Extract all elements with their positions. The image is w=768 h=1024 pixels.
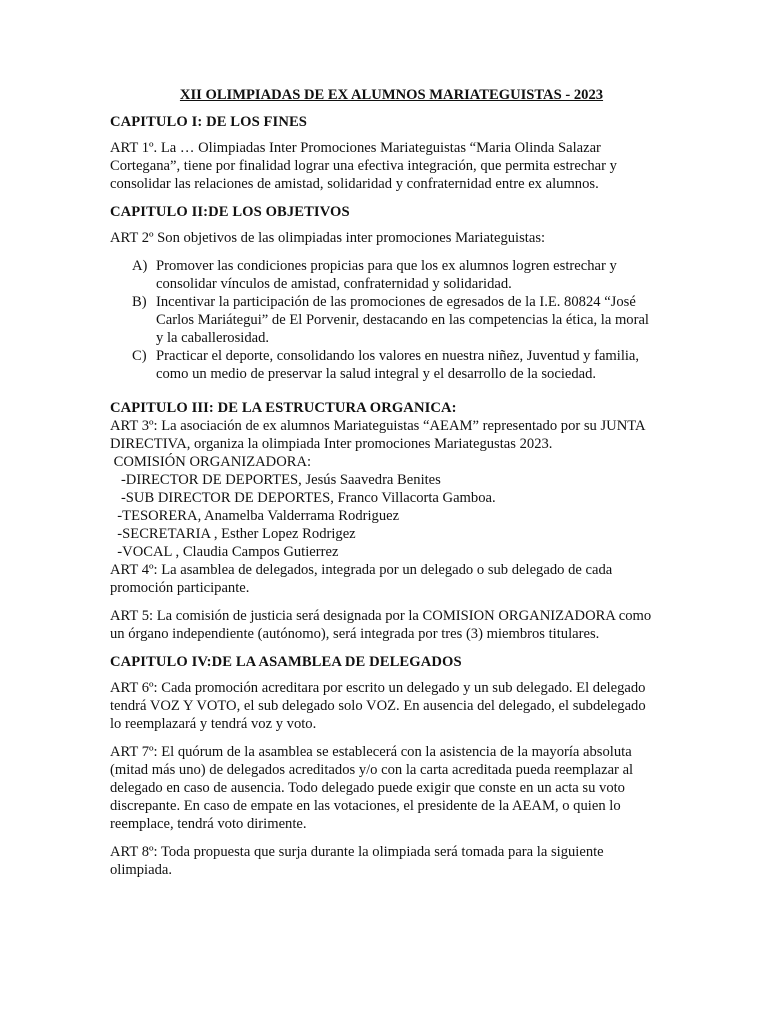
chapter-1 bbox=[110, 113, 655, 193]
commission-heading: COMISIÓN ORGANIZADORA: bbox=[110, 454, 312, 470]
commission-member: -SECRETARIA , Esther Lopez Rodrigez bbox=[110, 526, 356, 542]
commission-member: -VOCAL , Claudia Campos Gutierrez bbox=[110, 544, 339, 560]
list-item bbox=[110, 293, 655, 347]
article-2: ART 2º Son objetivos de las olimpiadas inter promociones Mariateguistas: bbox=[110, 230, 546, 246]
chapter-4 bbox=[110, 653, 655, 879]
article-7: ART 7º: El quórum de la asamblea se establecerá con la asistencia de la mayoría absoluta (mitad más uno) de delegados acreditados y/o con la carta acreditada pueda reemplazar al delegado en caso de ausencia. Todo delegado puede exigir que conste en un acta su voto discrepante. En caso de empate en las votaciones, el presidente de la AEAM, o quien lo reemplace, tendrá voto dirimente. bbox=[110, 744, 634, 832]
list-item bbox=[110, 257, 655, 293]
chapter-3 bbox=[110, 399, 655, 643]
commission-member: -SUB DIRECTOR DE DEPORTES, Franco Villacorta Gamboa. bbox=[110, 490, 496, 506]
document-body bbox=[110, 86, 655, 889]
list-marker: B) bbox=[132, 294, 147, 310]
commission-member: -DIRECTOR DE DEPORTES, Jesús Saavedra Benites bbox=[110, 472, 441, 488]
article-1: ART 1º. La … Olimpiadas Inter Promociones Mariateguistas “Maria Olinda Salazar Cortegana”, tiene por finalidad lograr una efectiva integración, que permita estrechar y consolidar las relaciones de amistad, solidaridad y confraternidad entre ex alumnos. bbox=[110, 140, 617, 192]
article-3: ART 3º: La asociación de ex alumnos Mariateguistas “AEAM” representado por su JUNTA DIRECTIVA, organiza la olimpiada Inter promociones Mariategustas 2023. bbox=[110, 418, 645, 452]
chapter-4-heading: CAPITULO IV:DE LA ASAMBLEA DE DELEGADOS bbox=[110, 654, 462, 670]
list-item-text: Practicar el deporte, consolidando los valores en nuestra niñez, Juventud y familia, como un medio de preservar la salud integral y el desarrollo de la sociedad. bbox=[156, 348, 640, 382]
chapter-2 bbox=[110, 203, 655, 383]
chapter-3-heading: CAPITULO III: DE LA ESTRUCTURA ORGANICA: bbox=[110, 400, 457, 416]
list-item-text: Promover las condiciones propicias para que los ex alumnos logren estrechar y consolidar vínculos de amistad, confraternidad y solidaridad. bbox=[156, 258, 617, 292]
list-item bbox=[110, 347, 655, 383]
commission-member: -TESORERA, Anamelba Valderrama Rodriguez bbox=[110, 508, 400, 524]
objectives-list bbox=[110, 257, 655, 383]
article-4: ART 4º: La asamblea de delegados, integrada por un delegado o sub delegado de cada promoción participante. bbox=[110, 562, 613, 596]
article-6: ART 6º: Cada promoción acreditara por escrito un delegado y un sub delegado. El delegado tendrá VOZ Y VOTO, el sub delegado solo VOZ. En ausencia del delegado, el subdelegado lo reemplazará y tendrá voz y voto. bbox=[110, 680, 646, 732]
list-item-text: Incentivar la participación de las promociones de egresados de la I.E. 80824 “José Carlos Mariátegui” de El Porvenir, destacando en las competencias la ética, la moral y la caballerosidad. bbox=[156, 294, 649, 346]
document-title: XII OLIMPIADAS DE EX ALUMNOS MARIATEGUISTAS - 2023 bbox=[179, 87, 604, 103]
chapter-1-heading: CAPITULO I: DE LOS FINES bbox=[110, 114, 308, 130]
list-marker: C) bbox=[132, 348, 147, 364]
article-5: ART 5: La comisión de justicia será designada por la COMISION ORGANIZADORA como un órgano independiente (autónomo), será integrada por tres (3) miembros titulares. bbox=[110, 608, 652, 642]
chapter-2-heading: CAPITULO II:DE LOS OBJETIVOS bbox=[110, 204, 350, 220]
list-marker: A) bbox=[132, 258, 148, 274]
article-8: ART 8º: Toda propuesta que surja durante la olimpiada será tomada para la siguiente olimpiada. bbox=[110, 844, 604, 878]
